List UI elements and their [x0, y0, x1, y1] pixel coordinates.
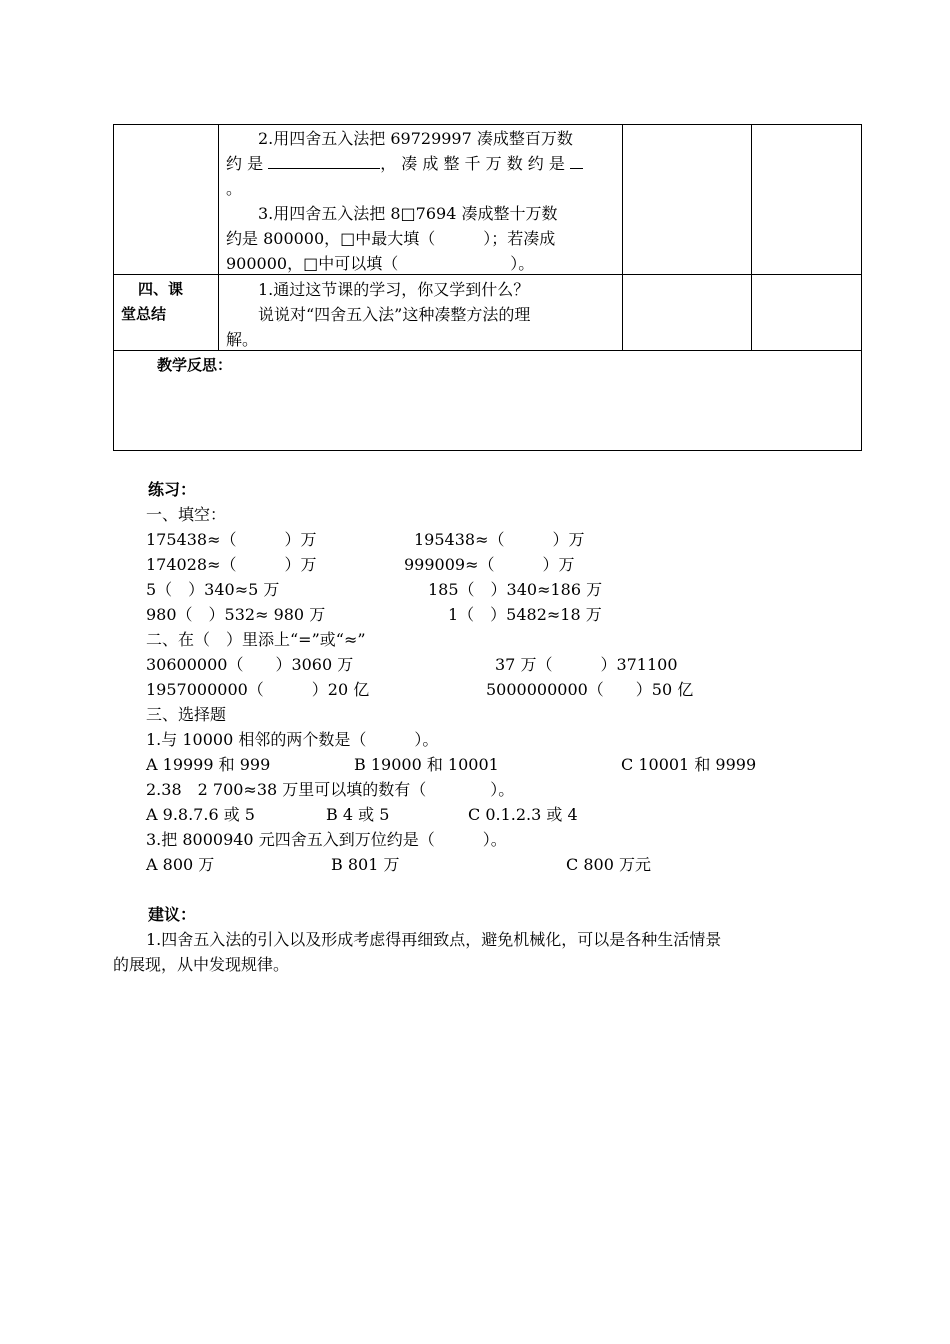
fill-item: 5（ ）340≈5 万 [146, 580, 280, 599]
summary-line2: 说说对“四舍五入法”这种凑整方法的理 [258, 305, 531, 324]
answer-blank [570, 152, 583, 169]
compare-item: 5000000000（ ）50 亿 [486, 680, 694, 699]
answer-blank [268, 152, 380, 169]
practice-heading: 练习： [148, 480, 197, 499]
choice-option: A 9.8.7.6 或 5 [146, 805, 255, 824]
choice-question-2: 2.38 2 700≈38 万里可以填的数有（ ）。 [146, 780, 515, 799]
choice-option: C 800 万元 [566, 855, 651, 874]
q2-line1: 2.用四舍五入法把 69729997 凑成整百万数 [258, 129, 573, 148]
fill-item: 185（ ）340≈186 万 [428, 580, 603, 599]
choice-option: B 19000 和 10001 [354, 755, 499, 774]
q3-line3: 900000，□中可以填（ ）。 [226, 254, 535, 273]
fill-blank-title: 一、填空： [146, 505, 227, 524]
summary-label-line2: 堂总结 [121, 305, 167, 323]
suggestion-line1: 1.四舍五入法的引入以及形成考虑得再细致点，避免机械化，可以是各种生活情景 [146, 930, 722, 949]
suggestion-line2: 的展现，从中发现规律。 [113, 955, 290, 974]
compare-item: 30600000（ ）3060 万 [146, 655, 354, 674]
q3-line1: 3.用四舍五入法把 8□7694 凑成整十万数 [258, 204, 558, 223]
choice-question-3: 3.把 8000940 元四舍五入到万位约是（ ）。 [146, 830, 507, 849]
choice-question-1: 1.与 10000 相邻的两个数是（ ）。 [146, 730, 439, 749]
fill-item: 999009≈（ ）万 [404, 555, 575, 574]
fill-item: 175438≈（ ）万 [146, 530, 317, 549]
q2-line2: 约 是 ， 凑 成 整 千 万 数 约 是 [226, 151, 583, 176]
choice-option: B 801 万 [331, 855, 400, 874]
fill-item: 980（ ）532≈ 980 万 [146, 605, 326, 624]
choice-option: C 0.1.2.3 或 4 [468, 805, 578, 824]
choice-option: A 800 万 [146, 855, 215, 874]
summary-line3: 解。 [226, 330, 259, 349]
compare-item: 1957000000（ ）20 亿 [146, 680, 370, 699]
summary-label-line1: 四、课 [138, 280, 184, 298]
fill-item: 1（ ）5482≈18 万 [448, 605, 602, 624]
choice-title: 三、选择题 [146, 705, 227, 724]
compare-item: 37 万（ ）371100 [495, 655, 678, 674]
fill-item: 174028≈（ ）万 [146, 555, 317, 574]
summary-line1: 1.通过这节课的学习，你又学到什么？ [258, 280, 530, 299]
suggestion-heading: 建议： [148, 905, 197, 924]
fill-item: 195438≈（ ）万 [414, 530, 585, 549]
q2-line3: 。 [226, 179, 243, 198]
choice-option: A 19999 和 999 [146, 755, 271, 774]
teaching-reflection-label: 教学反思： [157, 356, 233, 374]
q3-line2: 约是 800000，□中最大填（ ）；若凑成 [226, 229, 556, 248]
choice-option: B 4 或 5 [326, 805, 390, 824]
compare-title: 二、在（ ）里添上“=”或“≈” [146, 630, 366, 649]
choice-option: C 10001 和 9999 [621, 755, 757, 774]
